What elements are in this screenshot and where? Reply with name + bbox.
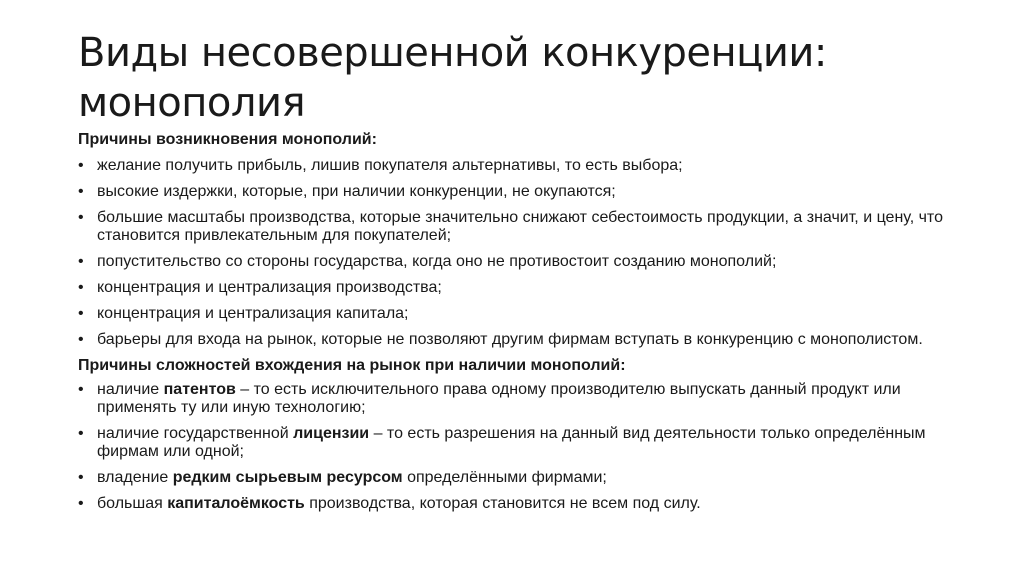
item-text: большая [97, 495, 168, 512]
item-text: наличие государственной [97, 425, 294, 442]
item-text: владение [97, 469, 173, 486]
item-text: определёнными фирмами; [402, 469, 607, 486]
section-heading-barriers: Причины сложностей вхождения на рынок при наличии монополий: [78, 357, 626, 374]
list-item [78, 495, 958, 513]
list-item: • концентрация и централизация капитала; [78, 305, 958, 323]
list-item [78, 469, 958, 487]
slide-title [78, 28, 978, 128]
list-item: • желание получить прибыль, лишив покупателя альтернативы, то есть выбора; [78, 157, 958, 175]
list-item [78, 381, 958, 417]
item-text: – то есть исключительного права одному производителю выпускать данный продукт или применять ту или иную технологию; [97, 381, 901, 416]
item-text: – то есть разрешения на данный вид деятельности только определённым фирмам или одной; [97, 425, 926, 460]
item-text: наличие [97, 381, 164, 398]
list-item: • концентрация и централизация производства; [78, 279, 958, 297]
item-keyword: капиталоёмкость [167, 495, 305, 512]
slide-body [78, 131, 958, 521]
title-line-2: монополия [78, 80, 306, 126]
item-keyword: лицензии [293, 425, 370, 442]
list-item: • высокие издержки, которые, при наличии конкуренции, не окупаются; [78, 183, 958, 201]
list-item [78, 425, 958, 461]
barriers-list [78, 381, 958, 513]
list-item: • большие масштабы производства, которые значительно снижают себестоимость продукции, а значит, и цену, что становится привлекательным для покупателей; [78, 209, 958, 245]
list-item: • барьеры для входа на рынок, которые не позволяют другим фирмам вступать в конкуренцию с монополистом. [78, 331, 958, 349]
item-keyword: патентов [163, 381, 236, 398]
item-keyword: редким сырьевым ресурсом [172, 469, 403, 486]
section-heading-causes: Причины возникновения монополий: [78, 131, 377, 148]
causes-list [78, 157, 958, 349]
title-line-1: Виды несовершенной конкуренции: [78, 30, 827, 76]
item-text: производства, которая становится не всем под силу. [304, 495, 701, 512]
list-item: • попустительство со стороны государства, когда оно не противостоит созданию монополий; [78, 253, 958, 271]
